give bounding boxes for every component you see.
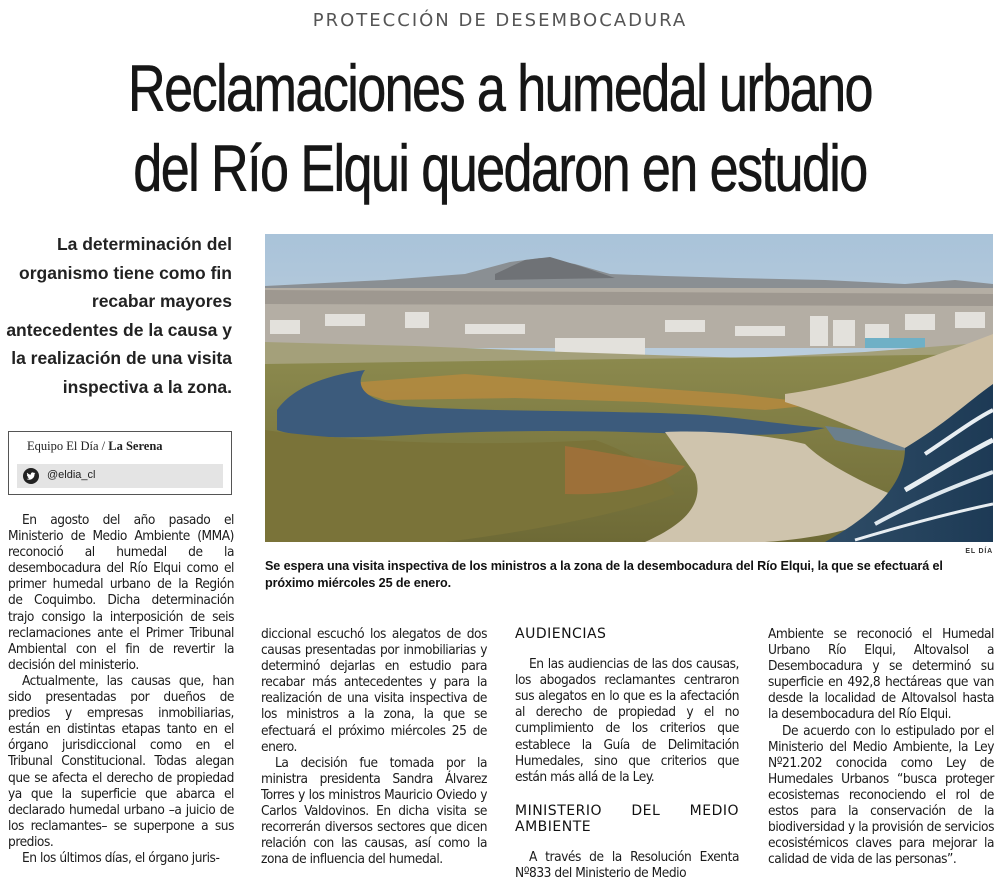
headline-line-1: Reclamaciones a humedal urbano [128,51,872,125]
paragraph: De acuerdo con lo estipulado por el Ministerio del Medio Ambiente, la Ley Nº21.202 conocida como Ley de Humedales Urbanos “busca proteger ecosistemas reconociendo el rol de estos para la conservación de la biodiversidad y la provisión de servicios ecosistémicos claves para mejorar la calidad de vida de las personas”. [768,722,994,868]
paragraph: diccional escuchó los alegatos de dos causas presentadas por inmobiliarias y determinó dejarlas en estudio para recabar más antecedentes y para la realización de una visita inspectiva de los ministros a la zona, la que se efectuará el próximo miércoles 25 de enero. [261,626,487,755]
paragraph: La decisión fue tomada por la ministra presidenta Sandra Álvarez Torres y los ministros Mauricio Oviedo y Carlos Valdovinos. En dicha visita se recorrerán diversos sectores que dicen relación con las causas, así como la zona de influencia del humedal. [261,754,487,868]
paragraph: A través de la Resolución Exenta Nº833 del Ministerio de Medio [515,849,739,882]
headline [105,48,895,208]
paragraph: Ambiente se reconoció el Humedal Urbano Río Elqui, Altovalsol a Desembocadura y se determinó su superficie en 492,8 hectáreas que van desde la localidad de Altovalsol hasta la desembocadura del Río Elqui. [768,626,994,723]
byline-city: La Serena [108,439,163,453]
paragraph: En las audiencias de las dos causas, los abogados reclamantes centraron sus alegatos en lo que es la afectación al derecho de propiedad y el no cumplimiento de los criterios que establece la Guía de Delimitación Humedales, sino que criterios que están más allá de la Ley. [515,656,739,785]
byline-box [8,431,232,495]
byline-text [27,439,163,454]
article-photo [265,234,993,542]
social-bar [17,464,223,488]
byline-separator: / [98,439,109,453]
lead-paragraph: La determinación del organismo tiene como fin recabar mayores antecedentes de la causa y la realización de una visita inspectiva a la zona. [6,234,232,397]
headline-line-2: del Río Elqui quedaron en estudio [133,131,867,205]
aerial-photo-illustration [265,234,993,542]
article-column-3 [515,626,739,881]
paragraph: En agosto del año pasado el Ministerio de Medio Ambiente (MMA) reconoció al humedal de la desembocadura del Río Elqui como el primer humedal urbano de la Región de Coquimbo. Dicha determinación trajo consigo la interposición de seis reclamaciones ante el Primer Tribunal Ambiental con el fin de revertir la decisión del ministerio. [8,512,234,673]
photo-caption: Se espera una visita inspectiva de los ministros a la zona de la desembocadura del Río Elqui, la que se efectuará el próximo miércoles 25 de enero. [265,559,943,590]
twitter-icon[interactable] [23,468,39,484]
photo-credit: EL DÍA [965,548,993,555]
paragraph: En los últimos días, el órgano juris- [22,849,220,866]
paragraph: Actualmente, las causas que, han sido presentadas por dueños de predios y empresas inmobiliarias, están en distintas etapas tanto en el órgano jurisdiccional como en el Tribunal Constitucional. Todas alegan que se afecta el derecho de propiedad ya que la superficie que abarca el declarado humedal urbano –a juicio de los reclamantes– se superpone a sus predios. [8,672,234,850]
article-column-2 [261,626,487,867]
subheading-audiencias: AUDIENCIAS [515,626,607,642]
section-kicker: PROTECCIÓN DE DESEMBOCADURA [312,10,688,31]
article-column-1 [8,512,234,866]
social-handle[interactable]: @eldia_cl [47,469,96,481]
subheading-ministerio: MINISTERIO DEL MEDIO AMBIENTE [515,802,739,835]
article-column-4 [768,626,994,867]
byline-team: Equipo El Día [27,439,99,453]
